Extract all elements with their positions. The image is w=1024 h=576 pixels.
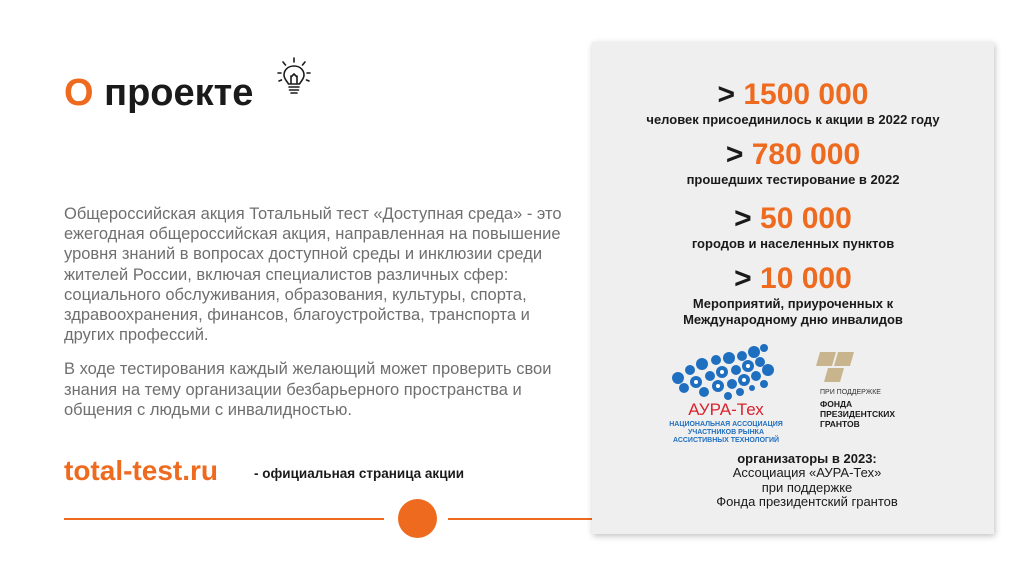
stat-3 xyxy=(592,202,994,252)
site-note: - официальная страница акции xyxy=(254,466,465,481)
aura-sub-line-3: АССИСТИВНЫХ ТЕХНОЛОГИЙ xyxy=(672,437,780,444)
title-accent: О xyxy=(64,72,94,114)
stat-2 xyxy=(592,138,994,188)
stat-4-caption-line1: Мероприятий, приуроченных к xyxy=(692,296,894,311)
intro-text xyxy=(64,204,564,434)
stat-3-caption: городов и населенных пунктов xyxy=(691,236,895,251)
stat-1-prefix: > xyxy=(717,78,736,111)
aura-sub-line-1: НАЦИОНАЛЬНАЯ АССОЦИАЦИЯ xyxy=(669,421,783,428)
aura-tech-subtitle xyxy=(652,421,800,445)
stat-2-value: 780 000 xyxy=(751,138,861,171)
organizers-line-1: Ассоциация «АУРА-Тех» xyxy=(732,465,882,481)
lightbulb-icon xyxy=(276,56,312,98)
stat-1-caption: человек присоединилось к акции в 2022 году xyxy=(646,112,940,127)
stat-2-prefix: > xyxy=(725,138,744,171)
title-rest: проекте xyxy=(104,72,254,114)
stat-2-caption: прошедших тестирование в 2022 xyxy=(686,172,900,187)
aura-sub-line-2: УЧАСТНИКОВ РЫНКА xyxy=(687,429,765,436)
stat-4 xyxy=(592,262,994,328)
pgf-support-label: ПРИ ПОДДЕРЖКЕ xyxy=(820,389,881,396)
stat-4-value: 10 000 xyxy=(760,262,852,295)
pgf-name xyxy=(820,399,895,429)
presidential-grants-logo-icon xyxy=(814,348,858,384)
stat-1-value: 1500 000 xyxy=(743,78,869,111)
organizers-line-3: Фонда президентский грантов xyxy=(716,494,898,510)
divider-left xyxy=(64,518,384,520)
stat-4-prefix: > xyxy=(734,262,752,295)
pgf-line-3: ГРАНТОВ xyxy=(820,419,860,429)
page-title xyxy=(64,72,253,115)
pgf-line-1: ФОНДА xyxy=(820,399,853,409)
intro-paragraph-1: Общероссийская акция Тотальный тест «Доступная среда» - это ежегодная общероссийская акция, направленная на повышение уровня знаний в вопросах доступной среды и инклюзии среди жителей России, включая специалистов различных сфер: социального обслуживания, образования, культуры, спорта, здравоохранения, финансов, благоустройства, транспорта и других профессий. xyxy=(64,205,562,345)
site-link[interactable]: total-test.ru xyxy=(64,455,218,486)
stat-4-caption-line2: Международному дню инвалидов xyxy=(683,312,903,327)
pgf-line-2: ПРЕЗИДЕНТСКИХ xyxy=(820,409,896,419)
organizers-title: организаторы в 2023: xyxy=(737,451,877,466)
organizers-line-2: при поддержке xyxy=(761,479,853,495)
organizers-block xyxy=(592,452,1022,510)
stat-3-prefix: > xyxy=(734,202,752,235)
stat-3-value: 50 000 xyxy=(760,202,852,235)
aura-tech-name: АУРА-Тех xyxy=(688,400,764,419)
orange-dot xyxy=(398,499,437,538)
intro-paragraph-2: В ходе тестирования каждый желающий может проверить свои знания на тему организации безбарьерного пространства и общения с людьми с инвалидностью. xyxy=(64,360,552,419)
stat-1 xyxy=(592,78,994,128)
